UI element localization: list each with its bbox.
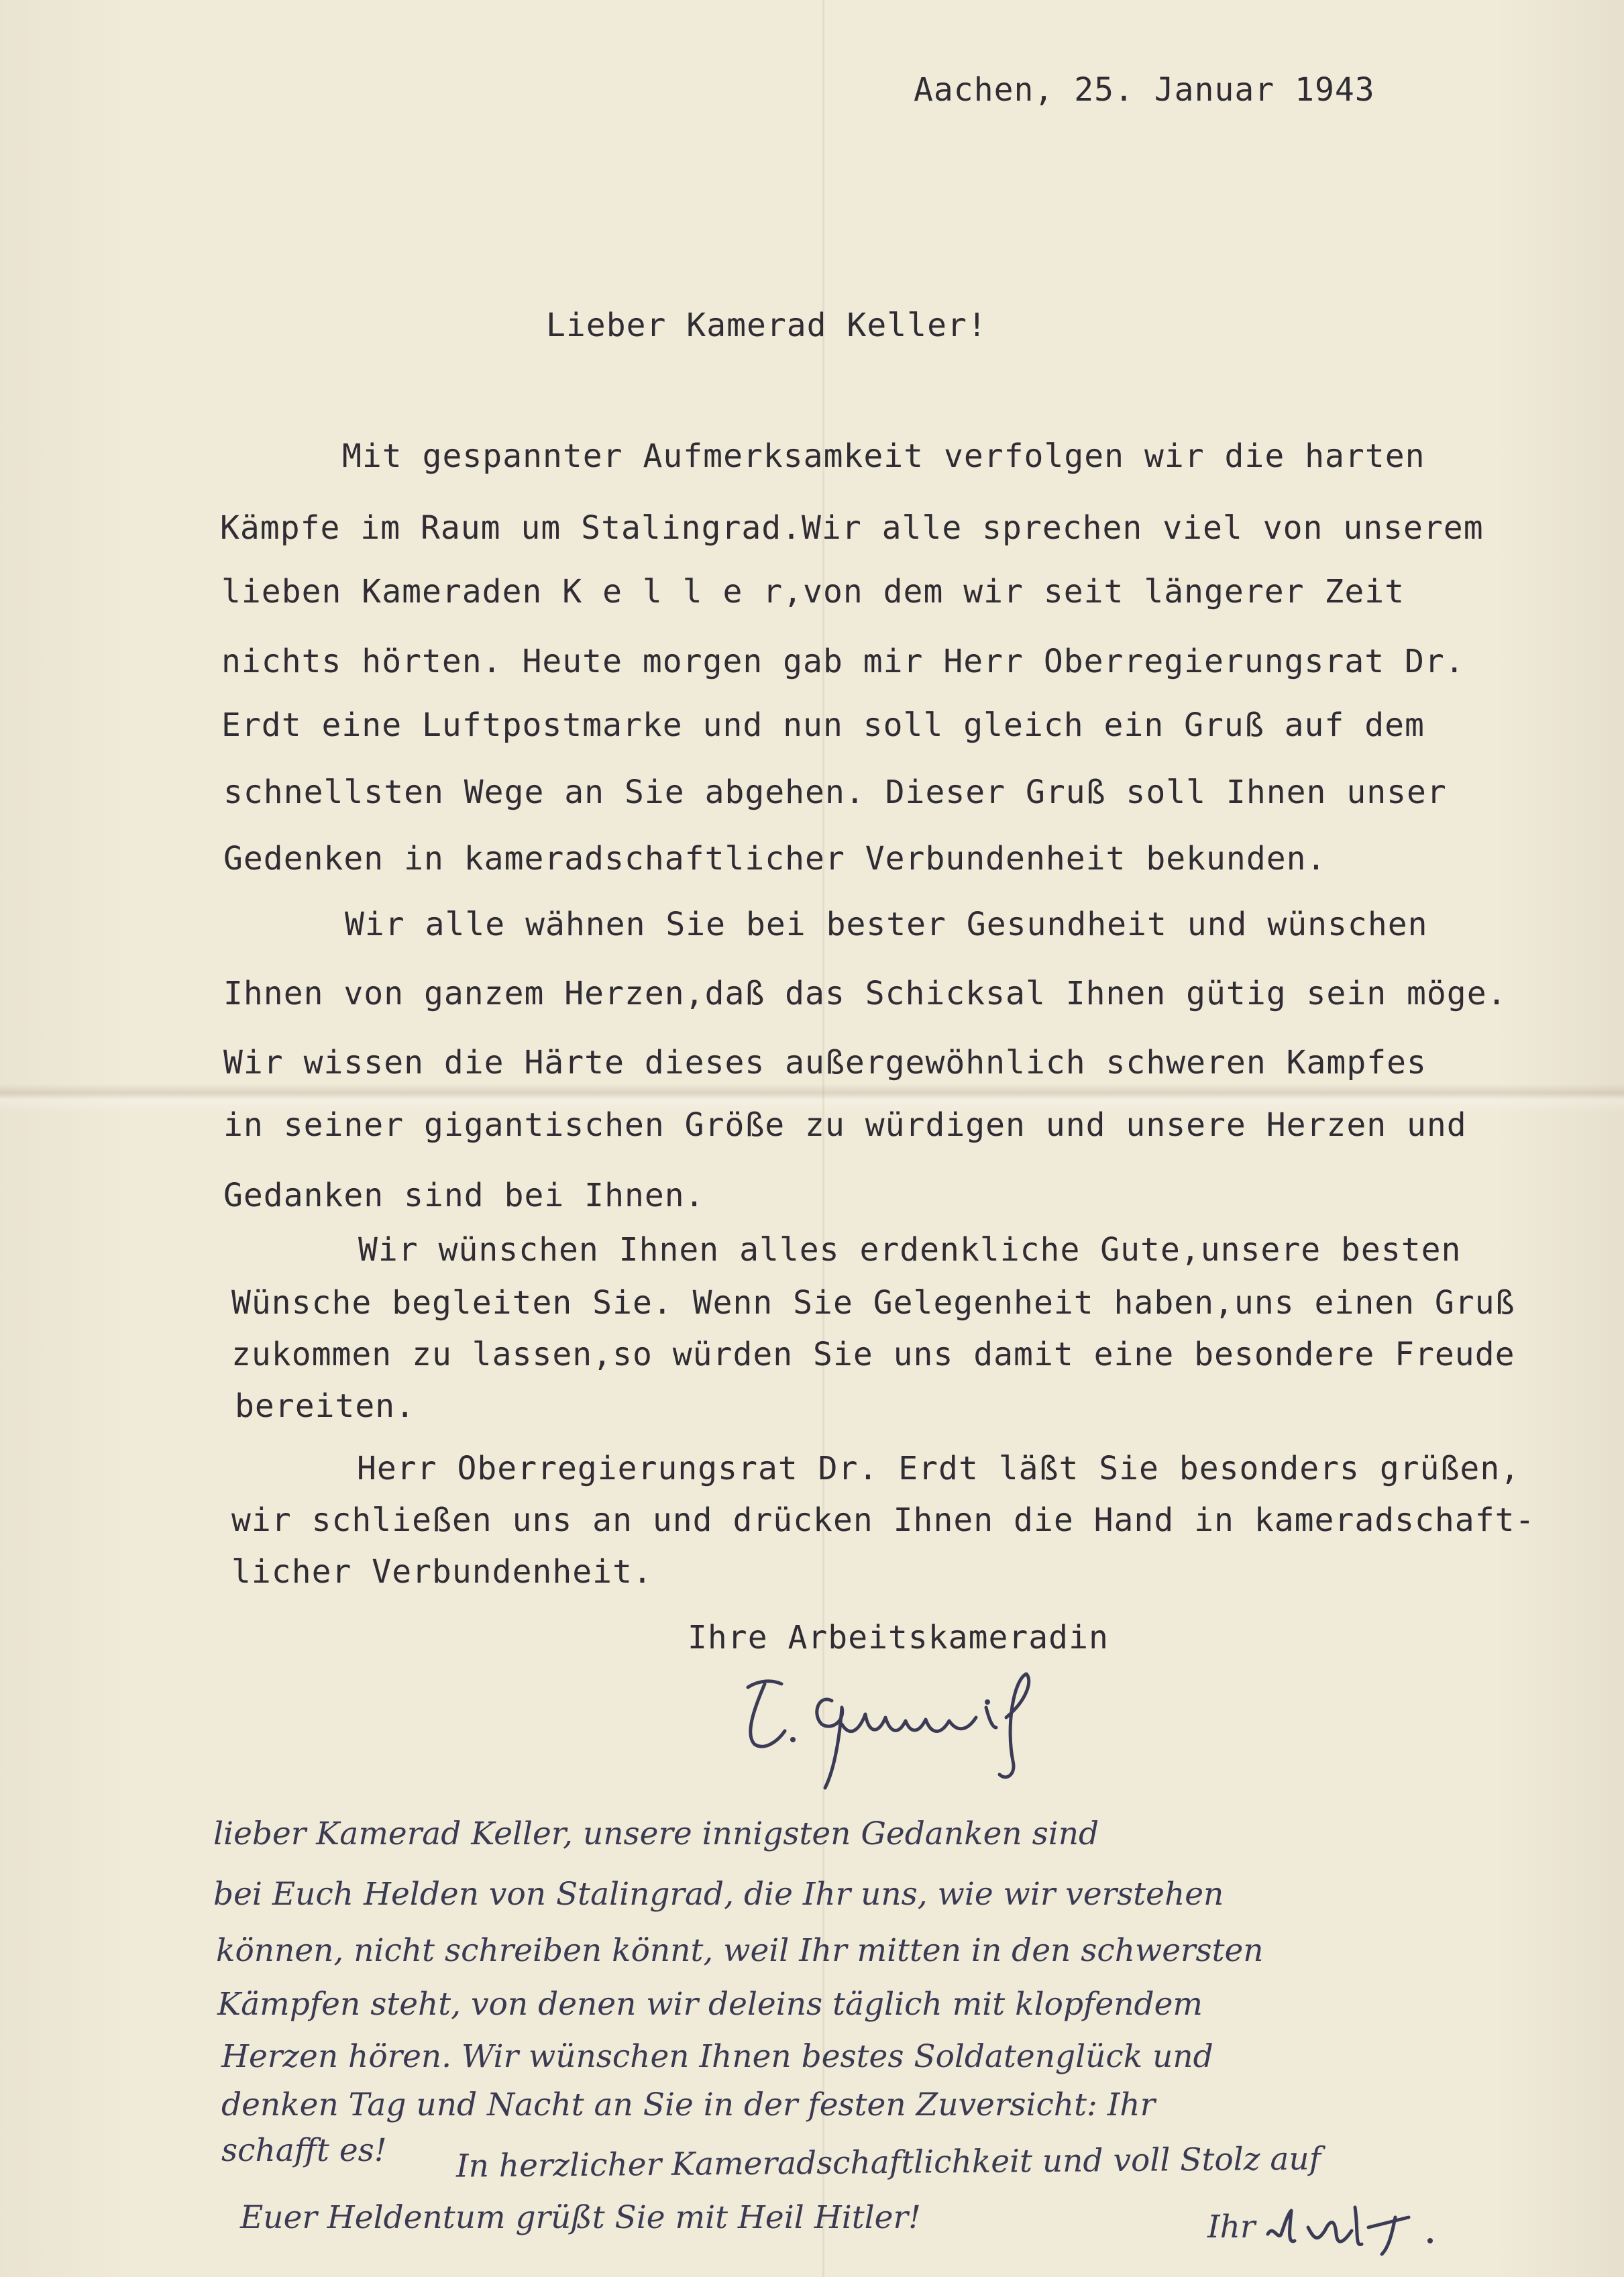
paragraph3-line3: zukommen zu lassen,so würden Sie uns damit eine besondere Freude [231,1336,1515,1373]
paragraph3-line4: bereiten. [235,1387,416,1425]
paragraph1-line4: nichts hörten. Heute morgen gab mir Herr Oberregierungsrat Dr. [221,643,1465,680]
paragraph4-line1: Herr Oberregierungsrat Dr. Erdt läßt Sie besonders grüßen, [357,1450,1521,1487]
paragraph3-line1: Wir wünschen Ihnen alles erdenkliche Gute,unsere besten [358,1231,1462,1269]
paragraph1-line2: Kämpfe im Raum um Stalingrad.Wir alle sprechen viel von unserem [220,509,1484,547]
note-line8: In herzlicher Kameradschaftlichkeit und voll Stolz auf [455,2140,1321,2185]
note-line2: bei Euch Helden von Stalingrad, die Ihr uns, wie wir verstehen [213,1876,1224,1913]
paragraph1-line1: Mit gespannter Aufmerksamkeit verfolgen wir die harten [342,437,1425,475]
dateline: Aachen, 25. Januar 1943 [914,71,1375,109]
paragraph2-line1: Wir alle wähnen Sie bei bester Gesundheit und wünschen [345,906,1428,943]
note-line4: Kämpfen steht, von denen wir deleins täglich mit klopfendem [217,1986,1203,2023]
handwritten-initials [1181,2194,1503,2268]
paragraph2-line4: in seiner gigantischen Größe zu würdigen und unsere Herzen und [223,1106,1467,1144]
note-line6: denken Tag und Nacht an Sie in der festen Zuversicht: Ihr [221,2086,1156,2123]
paragraph2-line3: Wir wissen die Härte dieses außergewöhnlich schweren Kampfes [223,1044,1427,1081]
paragraph1-line6: schnellsten Wege an Sie abgehen. Dieser Gruß soll Ihnen unser [223,774,1447,811]
note-line7: schafft es! [221,2132,387,2169]
paragraph1-line3: lieben Kameraden K e l l e r,von dem wir seit längerer Zeit [221,573,1405,611]
paragraph2-line5: Gedanken sind bei Ihnen. [223,1177,705,1214]
paragraph1-line7: Gedenken in kameradschaftlicher Verbundenheit bekunden. [223,840,1327,878]
paragraph3-line2: Wünsche begleiten Sie. Wenn Sie Gelegenheit haben,uns einen Gruß [231,1284,1515,1322]
paragraph4-line2: wir schließen uns an und drücken Ihnen die Hand in kameradschaft- [231,1501,1535,1539]
note-sign-off: Ihr [1207,2209,1256,2245]
paragraph2-line2: Ihnen von ganzem Herzen,daß das Schicksal Ihnen gütig sein möge. [223,975,1507,1012]
salutation: Lieber Kamerad Keller! [546,307,987,344]
paragraph1-line5: Erdt eine Luftpostmarke und nun soll gleich ein Gruß auf dem [221,706,1425,744]
note-line3: können, nicht schreiben könnt, weil Ihr mitten in den schwersten [216,1932,1264,1969]
closing: Ihre Arbeitskameradin [688,1619,1109,1656]
note-line9: Euer Heldentum grüßt Sie mit Heil Hitler! [240,2199,921,2236]
handwritten-signature [718,1660,1093,1795]
paragraph4-line3: licher Verbundenheit. [231,1553,653,1591]
note-line1: lieber Kamerad Keller, unsere innigsten Gedanken sind [213,1815,1099,1852]
note-line5: Herzen hören. Wir wünschen Ihnen bestes Soldatenglück und [221,2038,1213,2075]
